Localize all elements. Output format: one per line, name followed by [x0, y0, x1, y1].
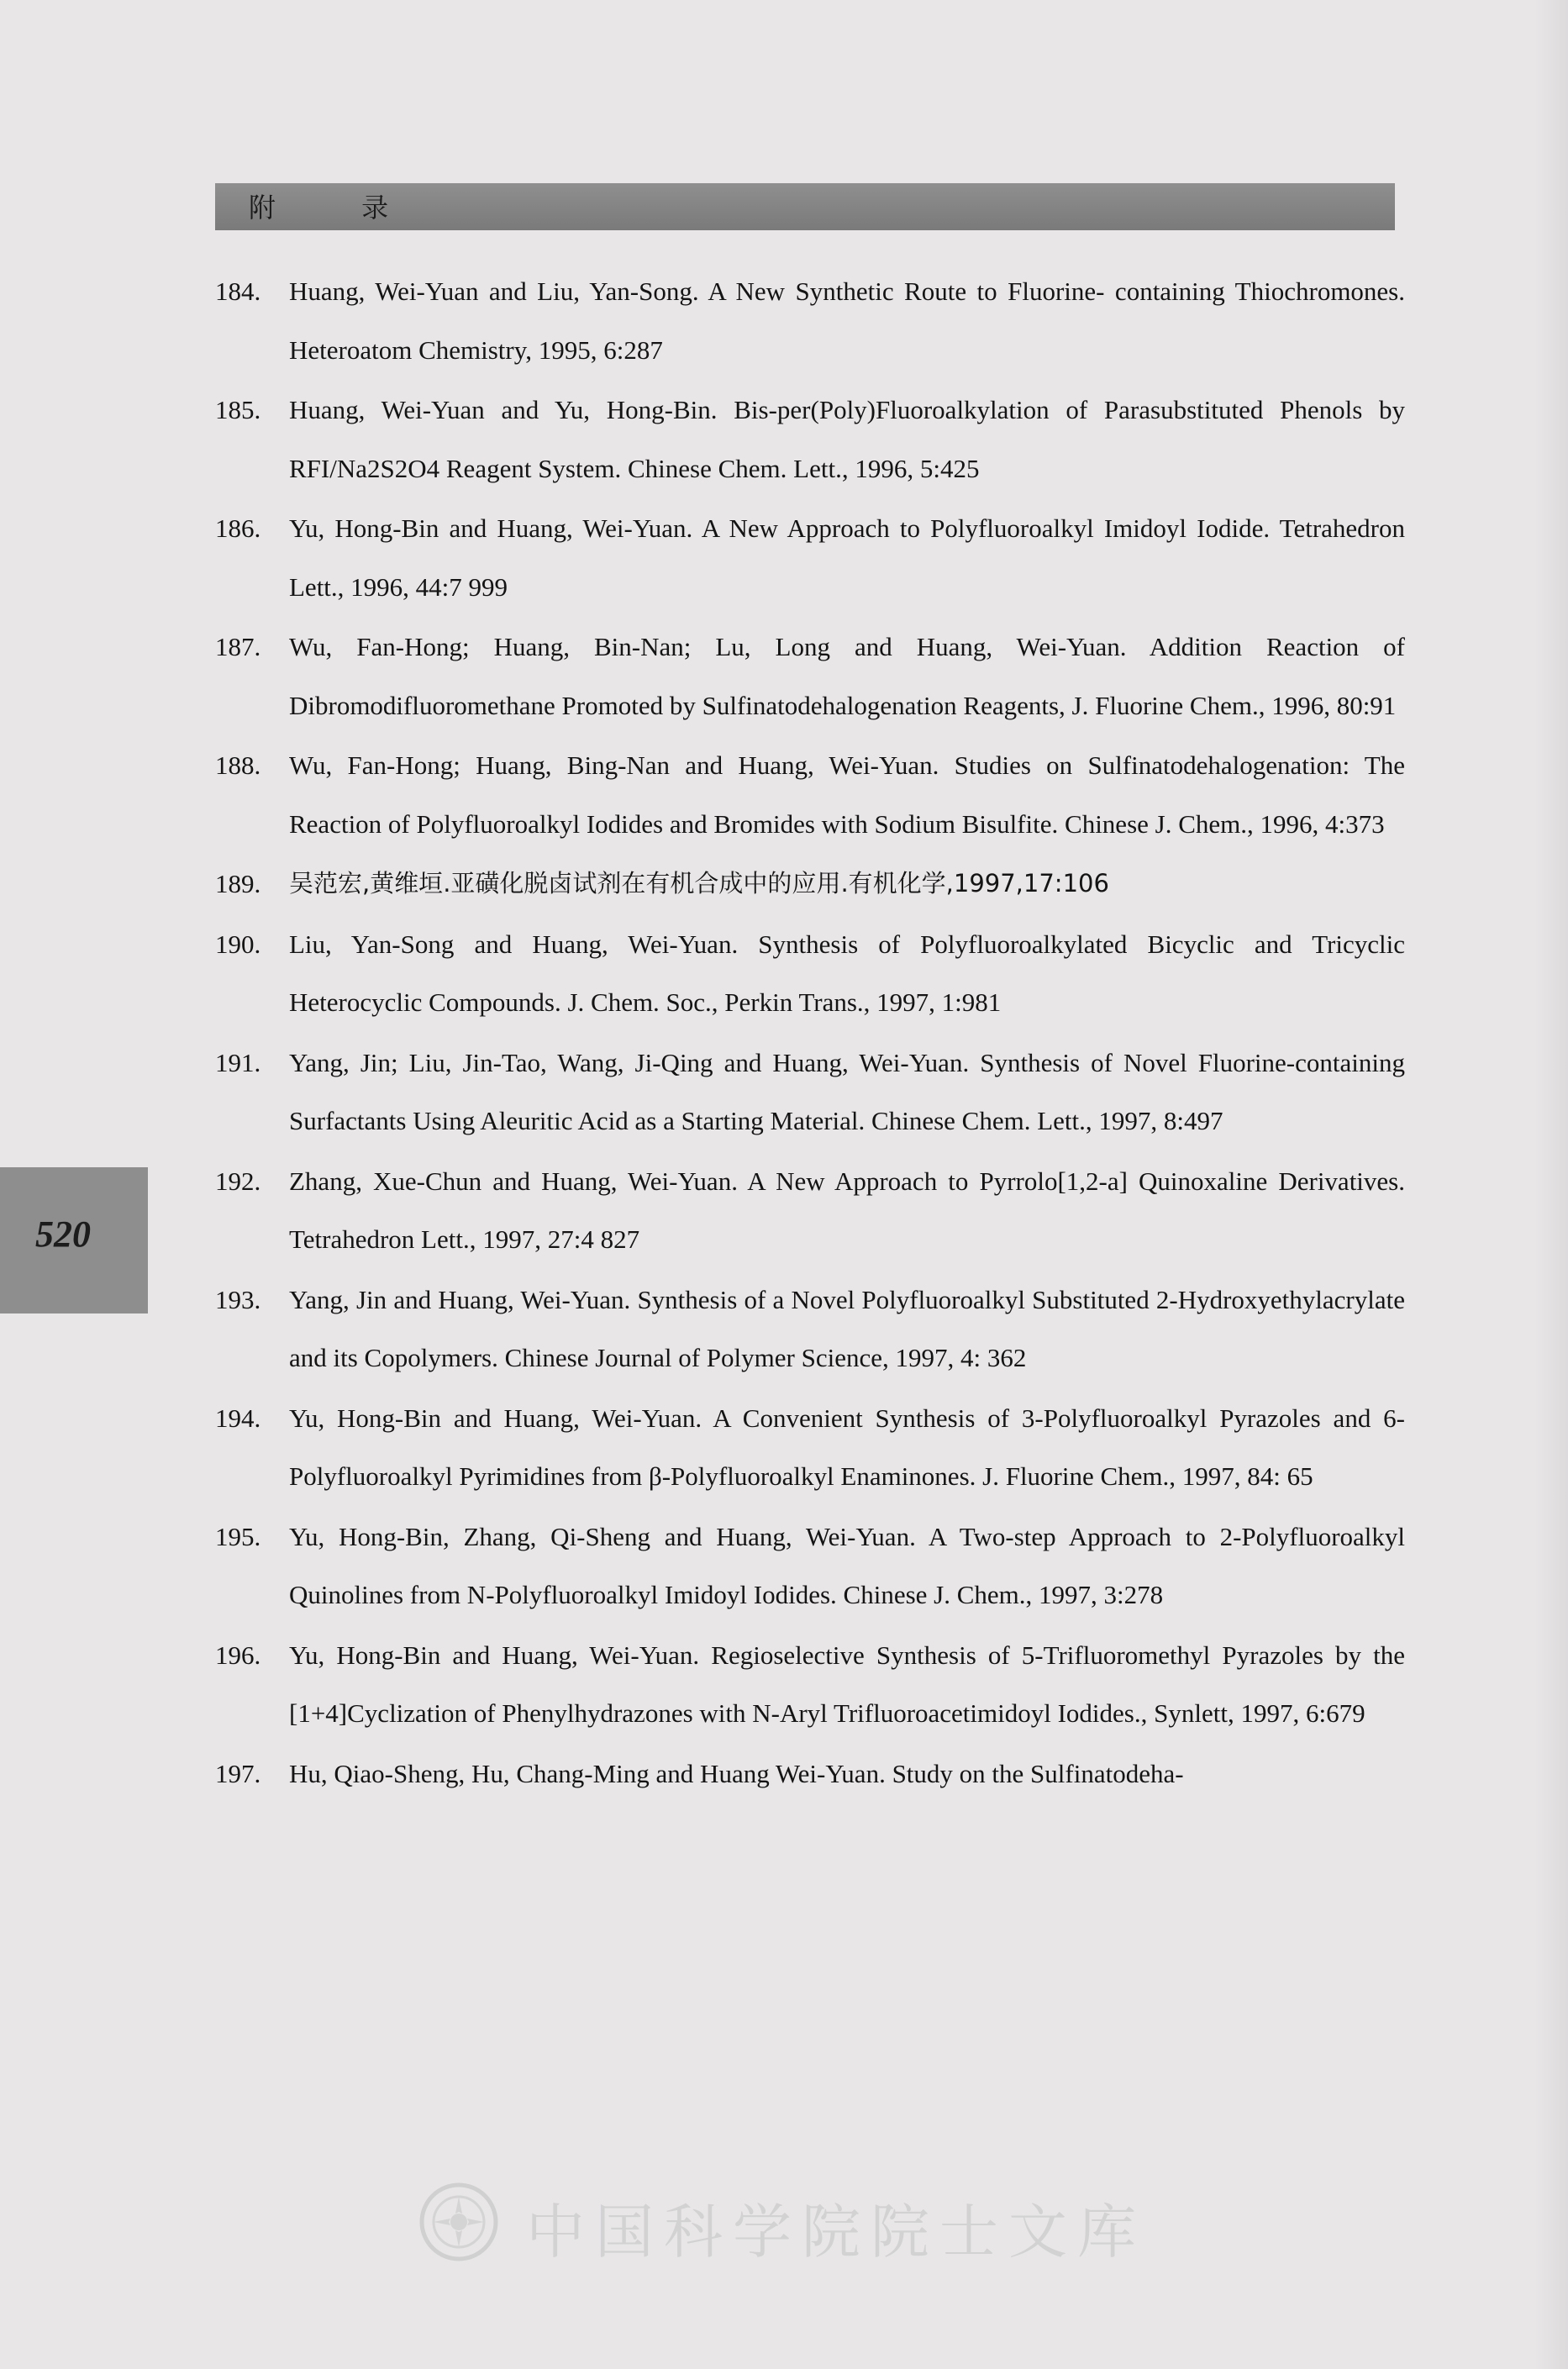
- reference-item: [215, 1034, 1405, 1150]
- reference-text: Hu, Qiao-Sheng, Hu, Chang-Ming and Huang Wei-Yuan. Study on the Sulfinatodeha-: [289, 1758, 1184, 1788]
- reference-item: [215, 915, 1405, 1032]
- section-title: 附 录: [249, 192, 428, 224]
- reference-list: [215, 262, 1405, 1804]
- reference-text: Yu, Hong-Bin and Huang, Wei-Yuan. A New Approach to Polyfluoroalkyl Imidoyl Iodide. Tetrahedron Lett., 1996, 44:7 999: [289, 513, 1405, 602]
- reference-number: 195.: [215, 1521, 261, 1551]
- reference-text: Zhang, Xue-Chun and Huang, Wei-Yuan. A New Approach to Pyrrolo[1,2-a] Quinoxaline Derivatives. Tetrahedron Lett., 1997, 27:4 827: [289, 1166, 1405, 1254]
- section-header-bar: [215, 183, 1395, 230]
- page-binding-shadow: [1534, 0, 1568, 2369]
- reference-text: Yu, Hong-Bin and Huang, Wei-Yuan. Regioselective Synthesis of 5-Trifluoromethyl Pyrazoles by the [1+4]Cyclization of Phenylhydrazones with N-Aryl Trifluoroacetimidoyl Iodides., Synlett, 1997, 6:679: [289, 1640, 1405, 1728]
- reference-text: Huang, Wei-Yuan and Liu, Yan-Song. A New Synthetic Route to Fluorine- containing Thiochromones. Heteroatom Chemistry, 1995, 6:287: [289, 276, 1405, 365]
- reference-item: [215, 381, 1405, 497]
- watermark: [417, 2180, 1190, 2264]
- reference-item: [215, 499, 1405, 616]
- reference-number: 186.: [215, 513, 261, 543]
- watermark-text: 中国科学院院士文库: [526, 2198, 1146, 2266]
- reference-text: Wu, Fan-Hong; Huang, Bing-Nan and Huang, Wei-Yuan. Studies on Sulfinatodehalogenation: The Reaction of Polyfluoroalkyl Iodides and Bromides with Sodium Bisulfite. Chinese J. Chem., 1996, 4:373: [289, 750, 1405, 839]
- reference-text: Liu, Yan-Song and Huang, Wei-Yuan. Synthesis of Polyfluoroalkylated Bicyclic and Tricyclic Heterocyclic Compounds. J. Chem. Soc., Perkin Trans., 1997, 1:981: [289, 929, 1405, 1017]
- page-number-tab: [0, 1167, 148, 1313]
- reference-number: 185.: [215, 395, 261, 424]
- reference-number: 184.: [215, 276, 261, 306]
- academy-emblem-icon: [417, 2180, 501, 2264]
- reference-item: [215, 262, 1405, 379]
- reference-number: 189.: [215, 869, 261, 898]
- reference-number: 193.: [215, 1284, 261, 1314]
- page-number: 520: [35, 1213, 91, 1255]
- reference-number: 188.: [215, 750, 261, 780]
- reference-number: 194.: [215, 1403, 261, 1433]
- reference-number: 187.: [215, 632, 261, 661]
- reference-text: Yu, Hong-Bin and Huang, Wei-Yuan. A Convenient Synthesis of 3-Polyfluoroalkyl Pyrazoles and 6-Polyfluoroalkyl Pyrimidines from β-Polyfluoroalkyl Enaminones. J. Fluorine Chem., 1997, 84: 65: [289, 1403, 1405, 1491]
- reference-item: [215, 1508, 1405, 1624]
- reference-item: [215, 736, 1405, 853]
- reference-text: Yang, Jin and Huang, Wei-Yuan. Synthesis of a Novel Polyfluoroalkyl Substituted 2-Hydroxyethylacrylate and its Copolymers. Chinese Journal of Polymer Science, 1997, 4: 362: [289, 1284, 1405, 1372]
- reference-item: [215, 1152, 1405, 1269]
- reference-text: 吴范宏,黄维垣.亚磺化脱卤试剂在有机合成中的应用.有机化学,1997,17:106: [289, 869, 1109, 898]
- reference-item: [215, 1745, 1405, 1803]
- reference-item: [215, 855, 1405, 913]
- reference-item: [215, 1626, 1405, 1743]
- reference-number: 192.: [215, 1166, 261, 1196]
- reference-item: [215, 1389, 1405, 1506]
- reference-number: 190.: [215, 929, 261, 959]
- reference-number: 197.: [215, 1758, 261, 1788]
- reference-text: Yu, Hong-Bin, Zhang, Qi-Sheng and Huang, Wei-Yuan. A Two-step Approach to 2-Polyfluoroalkyl Quinolines from N-Polyfluoroalkyl Imidoyl Iodides. Chinese J. Chem., 1997, 3:278: [289, 1521, 1405, 1609]
- reference-item: [215, 618, 1405, 734]
- reference-number: 191.: [215, 1047, 261, 1077]
- reference-text: Huang, Wei-Yuan and Yu, Hong-Bin. Bis-per(Poly)Fluoroalkylation of Parasubstituted Phenols by RFI/Na2S2O4 Reagent System. Chinese Chem. Lett., 1996, 5:425: [289, 395, 1405, 483]
- reference-item: [215, 1271, 1405, 1387]
- reference-number: 196.: [215, 1640, 261, 1670]
- reference-text: Wu, Fan-Hong; Huang, Bin-Nan; Lu, Long and Huang, Wei-Yuan. Addition Reaction of Dibromodifluoromethane Promoted by Sulfinatodehalogenation Reagents, J. Fluorine Chem., 1996, 80:91: [289, 632, 1405, 720]
- reference-text: Yang, Jin; Liu, Jin-Tao, Wang, Ji-Qing and Huang, Wei-Yuan. Synthesis of Novel Fluorine-containing Surfactants Using Aleuritic Acid as a Starting Material. Chinese Chem. Lett., 1997, 8:497: [289, 1047, 1405, 1135]
